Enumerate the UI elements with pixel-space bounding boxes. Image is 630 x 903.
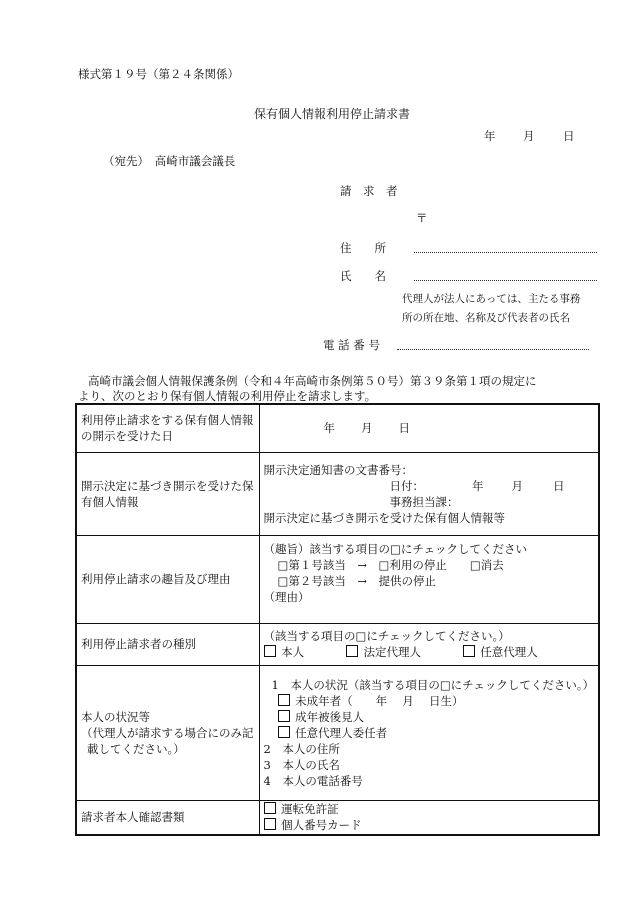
checkbox-my-number-card[interactable] <box>264 818 276 830</box>
checkbox-adult-guardian[interactable] <box>278 710 290 722</box>
row-label: 利用停止請求者の種別 <box>76 623 259 665</box>
opt-self-label: 本人 <box>281 645 305 659</box>
row1-year: 年 <box>323 421 335 436</box>
row2-year: 年 <box>472 478 484 493</box>
intro-line2: より、次のとおり保有個人情報の利用停止を請求します。 <box>78 389 377 403</box>
principal-status-field <box>259 665 599 800</box>
row2-day: 日 <box>553 478 565 493</box>
table-row-principal-status <box>76 665 599 800</box>
status-item4: 4 本人の電話番号 <box>263 773 363 788</box>
table-row-purpose <box>76 535 599 623</box>
requester-type-field <box>259 623 599 665</box>
requester-heading: 請 求 者 <box>340 184 398 198</box>
table-row-requester-type <box>76 623 599 665</box>
table-row-disclosure-date <box>76 404 599 452</box>
intro-line1: 高崎市議会個人情報保護条例（令和４年高崎市条例第５０号）第３９条第１項の規定に <box>88 374 537 388</box>
opt-legal-agent-label: 法定代理人 <box>363 645 421 659</box>
voluntary-agent-label: 任意代理人委任者 <box>295 725 388 740</box>
row-label: 利用停止請求の趣旨及び理由 <box>76 535 259 623</box>
name-label: 氏 名 <box>340 269 386 283</box>
row-label <box>76 665 259 800</box>
postal-mark: 〒 <box>416 211 428 225</box>
purpose-field[interactable] <box>259 535 599 623</box>
opt-voluntary-agent-label: 任意代理人 <box>480 645 538 659</box>
name-field[interactable] <box>414 280 597 281</box>
phone-label: 電 話 番 号 <box>323 338 380 352</box>
doc-number-label: 開示決定通知書の文書番号： <box>263 462 413 477</box>
addressee: （宛先） 高崎市議会議長 <box>103 154 236 168</box>
checkbox-self[interactable] <box>264 645 276 657</box>
checkbox-minor[interactable] <box>278 694 290 706</box>
principal-status-note: （代理人が請求する場合にのみ記載してください。） <box>81 725 254 756</box>
address-label: 住 所 <box>340 241 386 255</box>
minor-label: 未成年者（ 年 月 日生） <box>295 693 464 708</box>
reason-label: （理由） <box>263 590 310 604</box>
checkbox-legal-agent[interactable] <box>346 645 358 657</box>
form-number: 様式第１９号（第２４条関係） <box>78 67 239 81</box>
row-label: 開示決定に基づき開示を受けた保有個人情報 <box>76 452 259 535</box>
date-month-label: 月 <box>523 129 535 143</box>
table-row-id-documents <box>76 800 599 835</box>
purpose-item1: □第１号該当 → □利用の停止 □消去 <box>277 558 504 572</box>
checkbox-voluntary-agent-delegator[interactable] <box>278 726 290 738</box>
phone-field[interactable] <box>397 349 589 350</box>
checkbox-voluntary-agent[interactable] <box>463 645 475 657</box>
disclosure-date-field[interactable] <box>259 404 599 452</box>
row2-date-label: 日付： <box>389 478 424 493</box>
adult-guardian-label: 成年被後見人 <box>295 709 365 724</box>
status-item1: 1 本人の状況（該当する項目の□にチェックしてください。） <box>271 677 595 692</box>
date-year-label: 年 <box>484 129 496 143</box>
agent-note-line2: 所の所在地、名称及び代表者の氏名 <box>402 312 570 324</box>
row2-month: 月 <box>511 478 523 493</box>
address-field[interactable] <box>414 252 597 253</box>
agent-note-line1: 代理人が法人にあっては、主たる事務 <box>402 293 581 305</box>
id-documents-field <box>259 800 599 835</box>
row-label: 請求者本人確認書類 <box>76 800 259 835</box>
checkbox-drivers-license[interactable] <box>264 802 276 814</box>
requester-type-intro: （該当する項目の□にチェックしてください。） <box>263 629 510 643</box>
purpose-item2: □第２号該当 → 提供の停止 <box>277 574 436 588</box>
drivers-license-label: 運転免許証 <box>281 802 339 817</box>
disclosed-info-field[interactable] <box>259 452 599 535</box>
status-item2: 2 本人の住所 <box>263 741 340 756</box>
date-day-label: 日 <box>563 129 575 143</box>
principal-status-label: 本人の状況等 <box>81 709 150 724</box>
row1-day: 日 <box>398 421 410 436</box>
table-row-disclosed-info <box>76 452 599 535</box>
row-label: 利用停止請求をする保有個人情報の開示を受けた日 <box>76 404 259 452</box>
status-item3: 3 本人の氏名 <box>263 757 340 772</box>
document-title: 保有個人情報利用停止請求書 <box>254 107 411 121</box>
request-form-table <box>75 403 600 836</box>
staff-label: 事務担当課： <box>389 494 459 509</box>
info-label: 開示決定に基づき開示を受けた保有個人情報等 <box>263 510 505 525</box>
purpose-intro: （趣旨）該当する項目の□にチェックしてください <box>263 542 528 556</box>
my-number-card-label: 個人番号カード <box>281 818 362 833</box>
row1-month: 月 <box>361 421 373 436</box>
